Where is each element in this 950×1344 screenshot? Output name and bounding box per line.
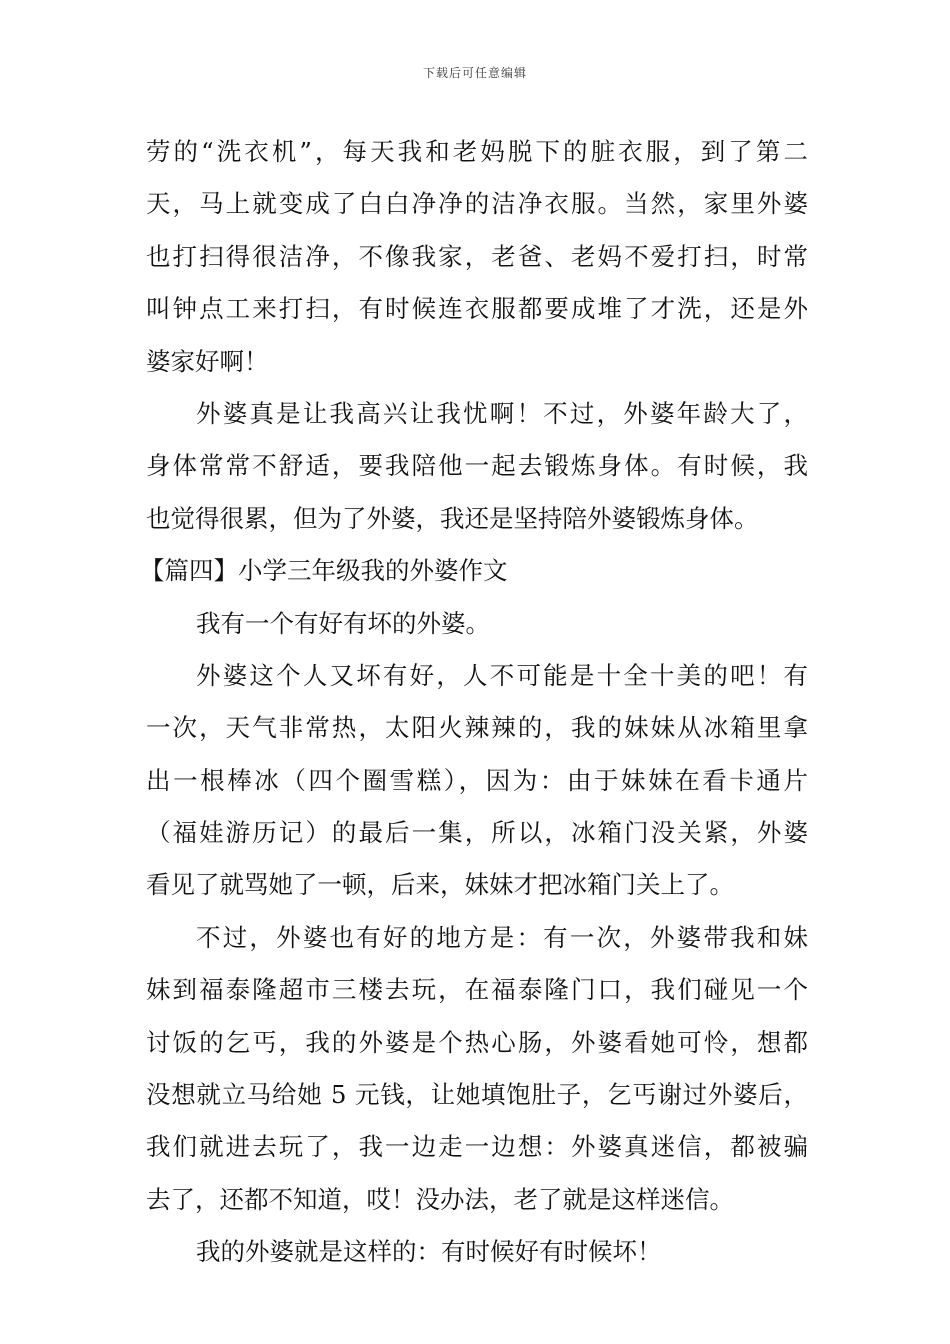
text-line: 我的外婆就是这样的：有时候好有时候坏！: [196, 1237, 662, 1267]
section-heading: 【篇四】小学三年级我的外婆作文: [140, 556, 508, 586]
text-line: 我们就进去玩了，我一边走一边想：外婆真迷信，都被骗: [146, 1132, 808, 1162]
text-line: 我有一个有好有坏的外婆。: [196, 608, 490, 638]
text-line: 劳的“洗衣机”，每天我和老妈脱下的脏衣服，到了第二: [146, 137, 808, 166]
text-line: 不过，外婆也有好的地方是：有一次，外婆带我和妹: [196, 922, 808, 952]
text-line: 去了，还都不知道，哎！没办法，老了就是这样迷信。: [146, 1184, 734, 1214]
text-line: 也打扫得很洁净，不像我家，老爸、老妈不爱打扫，时常: [146, 241, 808, 271]
text-line: 身体常常不舒适，要我陪他一起去锻炼身体。有时候，我: [146, 451, 808, 481]
text-line: 叫钟点工来打扫，有时候连衣服都要成堆了才洗，还是外: [146, 294, 808, 324]
text-line: 妹到福泰隆超市三楼去玩，在福泰隆门口，我们碰见一个: [146, 975, 808, 1005]
text-line: 看见了就骂她了一顿，后来，妹妹才把冰箱门关上了。: [146, 870, 734, 900]
text-line: 讨饭的乞丐，我的外婆是个热心肠，外婆看她可怜，想都: [146, 1027, 808, 1057]
text-line: 天，马上就变成了白白净净的洁净衣服。当然，家里外婆: [146, 189, 808, 219]
text-line: 也觉得很累，但为了外婆，我还是坚持陪外婆锻炼身体。: [146, 503, 759, 533]
text-line: 婆家好啊！: [146, 346, 269, 376]
text-line: 外婆这个人又坏有好，人不可能是十全十美的吧！有: [196, 660, 808, 690]
page-header: 下载后可任意编辑: [422, 66, 527, 80]
text-line: （福娃游历记）的最后一集，所以，冰箱门没关紧，外婆: [146, 818, 808, 848]
text-line: 外婆真是让我高兴让我忧啊！不过，外婆年龄大了，: [196, 398, 808, 428]
text-line: 出一根棒冰（四个圈雪糕），因为：由于妹妹在看卡通片: [146, 765, 808, 795]
text-line: 一次，天气非常热，太阳火辣辣的，我的妹妹从冰箱里拿: [146, 713, 808, 743]
text-line: 没想就立马给她 5 元钱，让她填饱肚子，乞丐谢过外婆后，: [146, 1080, 808, 1110]
document-body: [140, 126, 808, 1279]
